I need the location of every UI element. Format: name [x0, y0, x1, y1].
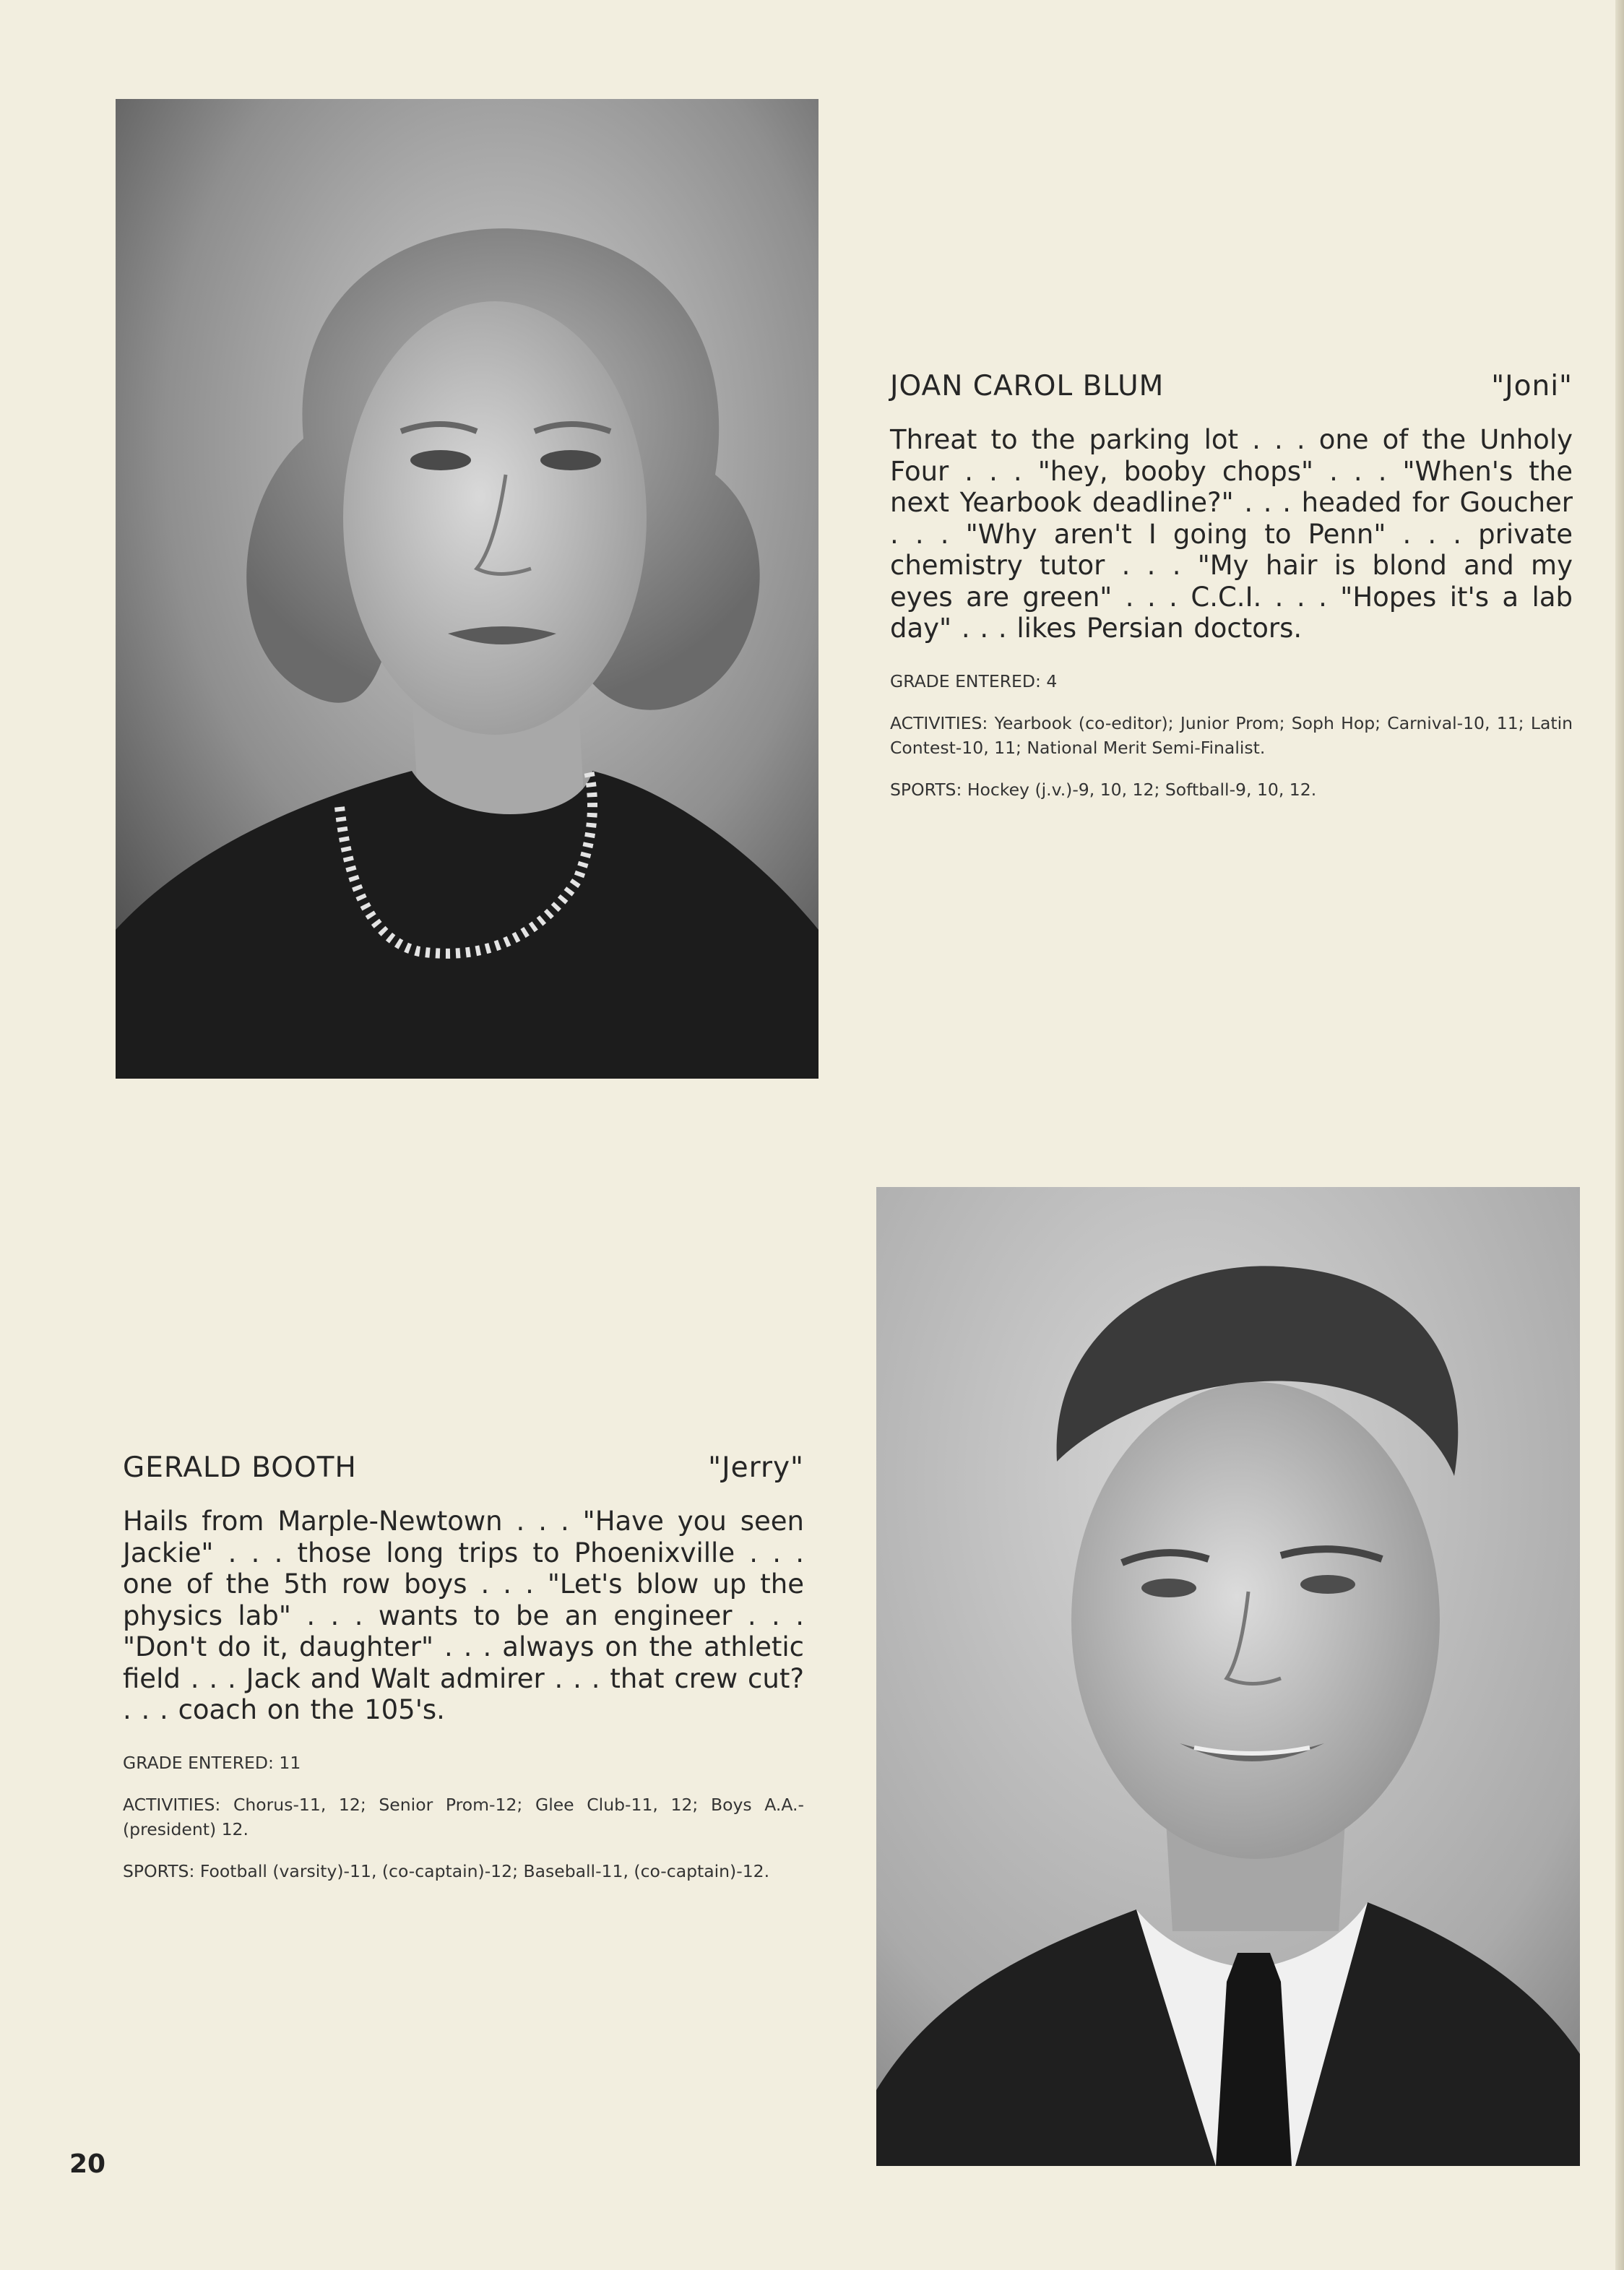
sports: SPORTS: Hockey (j.v.)-9, 10, 12; Softball-9, 10, 12.	[890, 779, 1317, 800]
student-write-up: Hails from Marple-Newtown . . . "Have you seen Jackie" . . . those long trips to Phoenixville . . . one of the 5th row boys . . . "Let's blow up the physics lab" . . . wants to be an engineer . . . "Don't do it, daughter" . . . always on the athletic field . . . Jack and Walt admirer . . . that crew cut? . . . coach on the 105's.	[123, 1506, 804, 1725]
student-bio-gerald-booth	[123, 1451, 804, 1901]
student-name-line	[123, 1451, 804, 1484]
page-binding-edge	[1615, 0, 1624, 2270]
student-name: GERALD BOOTH	[123, 1451, 357, 1484]
student-bio-joan-blum	[890, 370, 1573, 819]
activities: ACTIVITIES: Chorus-11, 12; Senior Prom-12; Glee Club-11, 12; Boys A.A.-(president) 12.	[123, 1794, 804, 1839]
grade-entered: GRADE ENTERED: 4	[890, 670, 1058, 691]
portrait-photo-gerald-booth	[876, 1187, 1580, 2166]
activities: ACTIVITIES: Yearbook (co-editor); Junior Prom; Soph Hop; Carnival-10, 11; Latin Contest-10, 11; National Merit Semi-Finalist.	[890, 712, 1573, 758]
grade-entered: GRADE ENTERED: 11	[123, 1752, 301, 1773]
student-write-up: Threat to the parking lot . . . one of the Unholy Four . . . "hey, booby chops" . . . "When's the next Yearbook deadline?" . . . headed for Goucher . . . "Why aren't I going to Penn" . . . private chemistry tutor . . . "My hair is blond and my eyes are green" . . . C.C.I. . . . "Hopes it's a lab day" . . . likes Persian doctors.	[890, 424, 1573, 644]
student-nickname: "Jerry"	[708, 1451, 804, 1484]
page-number: 20	[69, 2149, 106, 2179]
student-name-line	[890, 370, 1573, 402]
portrait-photo-joan-blum	[116, 99, 819, 1079]
sports: SPORTS: Football (varsity)-11, (co-captain)-12; Baseball-11, (co-captain)-12.	[123, 1860, 770, 1881]
student-nickname: "Joni"	[1491, 370, 1573, 402]
student-name: JOAN CAROL BLUM	[890, 370, 1165, 402]
